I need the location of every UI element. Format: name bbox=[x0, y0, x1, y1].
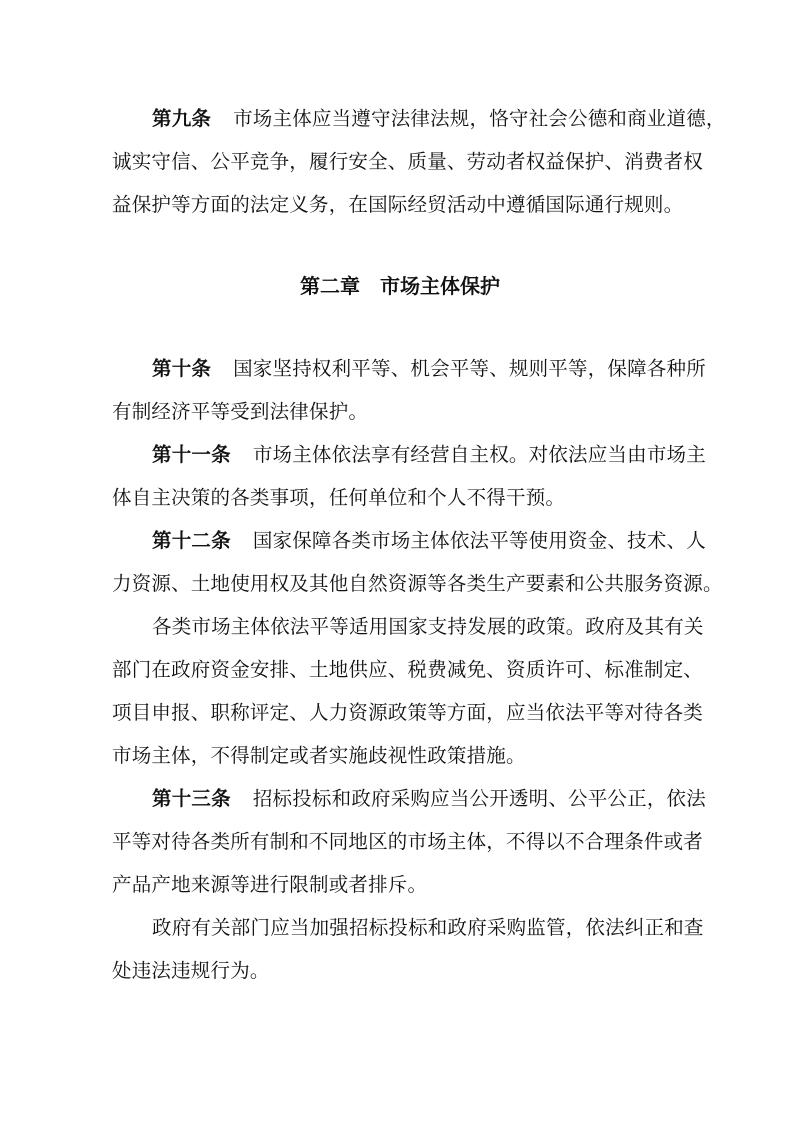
article-10-line-2: 有制经济平等受到法律保护。 bbox=[112, 400, 369, 423]
article-13-line-2: 平等对待各类所有制和不同地区的市场主体，不得以不合理条件或者 bbox=[112, 830, 704, 853]
article-13-para-2-line-2: 处违法违规行为。 bbox=[112, 959, 270, 982]
article-9-line-2: 诚实守信、公平竞争，履行安全、质量、劳动者权益保护、消费者权 bbox=[112, 150, 704, 173]
article-11-line-2: 体自主决策的各类事项，任何单位和个人不得干预。 bbox=[112, 486, 566, 509]
article-12-para-2-line-1: 各类市场主体依法平等适用国家支持发展的政策。政府及其有关 bbox=[152, 615, 704, 638]
chapter-heading: 第二章 市场主体保护 bbox=[300, 274, 500, 298]
article-12-para-2-line-3: 项目申报、职称评定、人力资源政策等方面，应当依法平等对待各类 bbox=[112, 701, 704, 724]
article-12-line-2: 力资源、土地使用权及其他自然资源等各类生产要素和公共服务资源。 bbox=[112, 572, 723, 595]
article-9-line-3: 益保护等方面的法定义务，在国际经贸活动中遵循国际通行规则。 bbox=[112, 193, 684, 216]
article-12-para-2-line-2: 部门在政府资金安排、土地供应、税费减免、资质许可、标准制定、 bbox=[112, 658, 704, 681]
article-12-line-1: 第十二条 国家保障各类市场主体依法平等使用资金、技术、人 bbox=[152, 529, 706, 552]
article-10-line-1: 第十条 国家坚持权利平等、机会平等、规则平等，保障各种所 bbox=[152, 357, 706, 380]
article-12-number: 第十二条 bbox=[152, 529, 231, 552]
article-10-number: 第十条 bbox=[152, 357, 212, 380]
article-13-para-2-line-1: 政府有关部门应当加强招标投标和政府采购监管，依法纠正和查 bbox=[152, 916, 704, 939]
article-13-line-3: 产品产地来源等进行限制或者排斥。 bbox=[112, 873, 428, 896]
article-9-line-1: 第九条 市场主体应当遵守法律法规，恪守社会公德和商业道德， bbox=[152, 107, 726, 130]
article-9-number: 第九条 bbox=[152, 107, 212, 130]
article-13-line-1: 第十三条 招标投标和政府采购应当公开透明、公平公正，依法 bbox=[152, 787, 706, 810]
article-13-number: 第十三条 bbox=[152, 787, 231, 810]
article-11-line-1: 第十一条 市场主体依法享有经营自主权。对依法应当由市场主 bbox=[152, 443, 706, 466]
article-11-number: 第十一条 bbox=[152, 443, 231, 466]
article-12-para-2-line-4: 市场主体，不得制定或者实施歧视性政策措施。 bbox=[112, 744, 526, 767]
